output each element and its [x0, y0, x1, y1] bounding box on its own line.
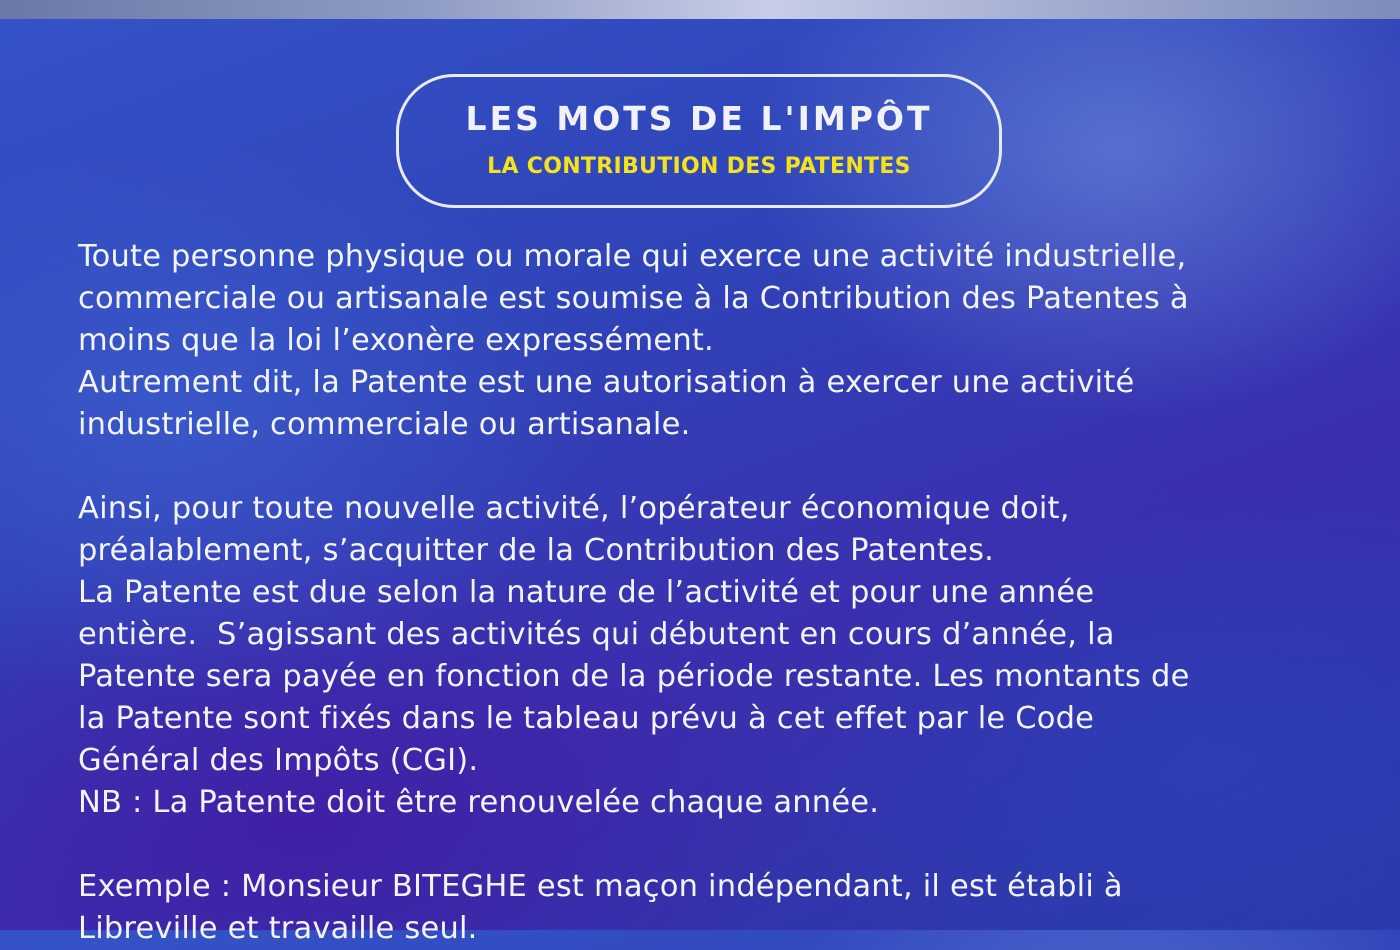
body-line: industrielle, commerciale ou artisanale. — [78, 407, 691, 442]
body-line: Autrement dit, la Patente est une autorisation à exercer une activité — [78, 365, 1135, 400]
body-line: Ainsi, pour toute nouvelle activité, l’opérateur économique doit, — [78, 491, 1070, 526]
body-line: entière. S’agissant des activités qui débutent en cours d’année, la — [78, 617, 1115, 652]
article-body — [78, 236, 1368, 950]
body-line: moins que la loi l’exonère expressément. — [78, 323, 714, 358]
body-blank-line — [78, 824, 1368, 866]
body-blank-line — [78, 446, 1368, 488]
page-subtitle: LA CONTRIBUTION DES PATENTES — [487, 154, 911, 179]
nb-note: NB : La Patente doit être renouvelée chaque année. — [78, 785, 880, 820]
body-line: préalablement, s’acquitter de la Contribution des Patentes. — [78, 533, 995, 568]
example-line: Libreville et travaille seul. — [78, 911, 478, 946]
top-banner-strip — [0, 0, 1400, 19]
body-line: la Patente sont fixés dans le tableau prévu à cet effet par le Code — [78, 701, 1095, 736]
page-title: LES MOTS DE L'IMPÔT — [465, 99, 933, 138]
body-line: Toute personne physique ou morale qui exerce une activité industrielle, — [78, 239, 1187, 274]
example-line: Exemple : Monsieur BITEGHE est maçon indépendant, il est établi à — [78, 869, 1123, 904]
body-line: Général des Impôts (CGI). — [78, 743, 479, 778]
body-line: commerciale ou artisanale est soumise à la Contribution des Patentes à — [78, 281, 1189, 316]
title-badge — [396, 74, 1002, 208]
body-line: Patente sera payée en fonction de la période restante. Les montants de — [78, 659, 1190, 694]
body-line: La Patente est due selon la nature de l’activité et pour une année — [78, 575, 1095, 610]
